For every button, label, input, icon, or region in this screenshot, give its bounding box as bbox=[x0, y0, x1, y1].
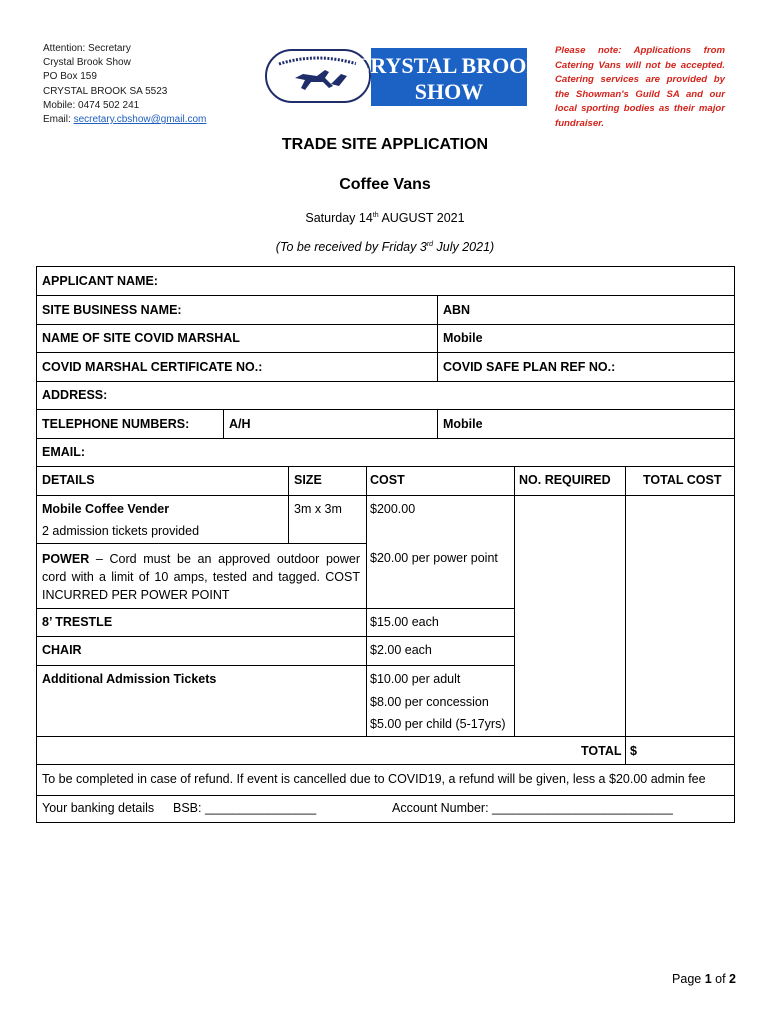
mobile-label-2: Mobile bbox=[443, 417, 483, 431]
no-required-header: NO. REQUIRED bbox=[519, 473, 611, 487]
trestle-cost: $15.00 each bbox=[370, 615, 439, 629]
contact-line: Mobile: 0474 502 241 bbox=[43, 99, 140, 111]
page-subtitle: Coffee Vans bbox=[339, 176, 431, 193]
address-label: ADDRESS: bbox=[42, 388, 108, 402]
ticket-child-cost: $5.00 per child (5-17yrs) bbox=[370, 717, 506, 731]
submission-deadline: (To be received by Friday 3rd July 2021) bbox=[275, 240, 495, 254]
banking-details-label: Your banking details bbox=[42, 801, 155, 815]
email-line bbox=[43, 113, 206, 127]
coffee-vender-cost: $200.00 bbox=[370, 502, 416, 516]
contact-line: Crystal Brook Show bbox=[43, 57, 131, 69]
refund-note: To be completed in case of refund. If event is cancelled due to COVID19, a refund will be given, less a $20.00 admin fee bbox=[42, 772, 706, 786]
telephone-label: TELEPHONE NUMBERS: bbox=[42, 417, 190, 431]
coffee-vender-note: 2 admission tickets provided bbox=[42, 524, 200, 538]
safe-plan-label: COVID SAFE PLAN REF NO.: bbox=[443, 360, 616, 374]
total-currency: $ bbox=[630, 744, 637, 758]
ticket-concession-cost: $8.00 per concession bbox=[370, 695, 489, 709]
details-header: DETAILS bbox=[42, 473, 95, 487]
applicant-name-label: APPLICANT NAME: bbox=[42, 274, 158, 288]
application-form bbox=[36, 266, 735, 823]
covid-marshal-label: NAME OF SITE COVID MARSHAL bbox=[42, 331, 240, 345]
cost-header: COST bbox=[370, 473, 405, 487]
power-item: POWER – Cord must be an approved outdoor power cord with a limit of 10 amps, tested and tagged. COST INCURRED PER POWER POINT bbox=[42, 552, 360, 602]
mobile-label: Mobile bbox=[443, 331, 483, 345]
email-label: Email: bbox=[43, 114, 71, 126]
email-field-label: EMAIL: bbox=[42, 445, 86, 459]
trestle-item: 8’ TRESTLE bbox=[42, 615, 113, 629]
email-link[interactable]: secretary.cbshow@gmail.com bbox=[73, 114, 207, 126]
power-cost: $20.00 per power point bbox=[370, 551, 498, 565]
logo-text-bottom: SHOW bbox=[414, 79, 484, 104]
catering-notice: Please note: Applications from Catering Vans will not be accepted. Catering services are provided by the Showman's Guild SA and our local sporting bodies as their major fundraiser. bbox=[555, 45, 725, 129]
abn-label: ABN bbox=[443, 303, 471, 317]
crystal-brook-show-logo bbox=[265, 48, 527, 106]
after-hours-label: A/H bbox=[229, 417, 251, 431]
site-business-name-label: SITE BUSINESS NAME: bbox=[42, 303, 182, 317]
chair-cost: $2.00 each bbox=[370, 643, 432, 657]
contact-line: Attention: Secretary bbox=[43, 43, 131, 54]
contact-line: PO Box 159 bbox=[43, 71, 97, 83]
total-cost-header: TOTAL COST bbox=[643, 473, 722, 487]
coffee-vender-item: Mobile Coffee Vender bbox=[42, 502, 170, 516]
page-number: Page 1 of 2 bbox=[672, 972, 736, 986]
page-title: TRADE SITE APPLICATION bbox=[281, 136, 489, 153]
bsb-field[interactable]: BSB: ________________ bbox=[173, 801, 317, 815]
event-date: Saturday 14th AUGUST 2021 bbox=[305, 211, 465, 225]
coffee-vender-size: 3m x 3m bbox=[294, 502, 342, 516]
ticket-adult-cost: $10.00 per adult bbox=[370, 672, 461, 686]
total-label: TOTAL bbox=[581, 744, 622, 758]
logo-text-top: CRYSTAL BROOK bbox=[354, 53, 527, 78]
contact-line: CRYSTAL BROOK SA 5523 bbox=[43, 85, 168, 97]
contact-block bbox=[43, 42, 206, 127]
admission-tickets-item: Additional Admission Tickets bbox=[42, 672, 217, 686]
certificate-no-label: COVID MARSHAL CERTIFICATE NO.: bbox=[42, 360, 263, 374]
size-header: SIZE bbox=[294, 473, 322, 487]
account-number-field[interactable]: Account Number: __________________________ bbox=[392, 801, 673, 815]
chair-item: CHAIR bbox=[42, 643, 82, 657]
